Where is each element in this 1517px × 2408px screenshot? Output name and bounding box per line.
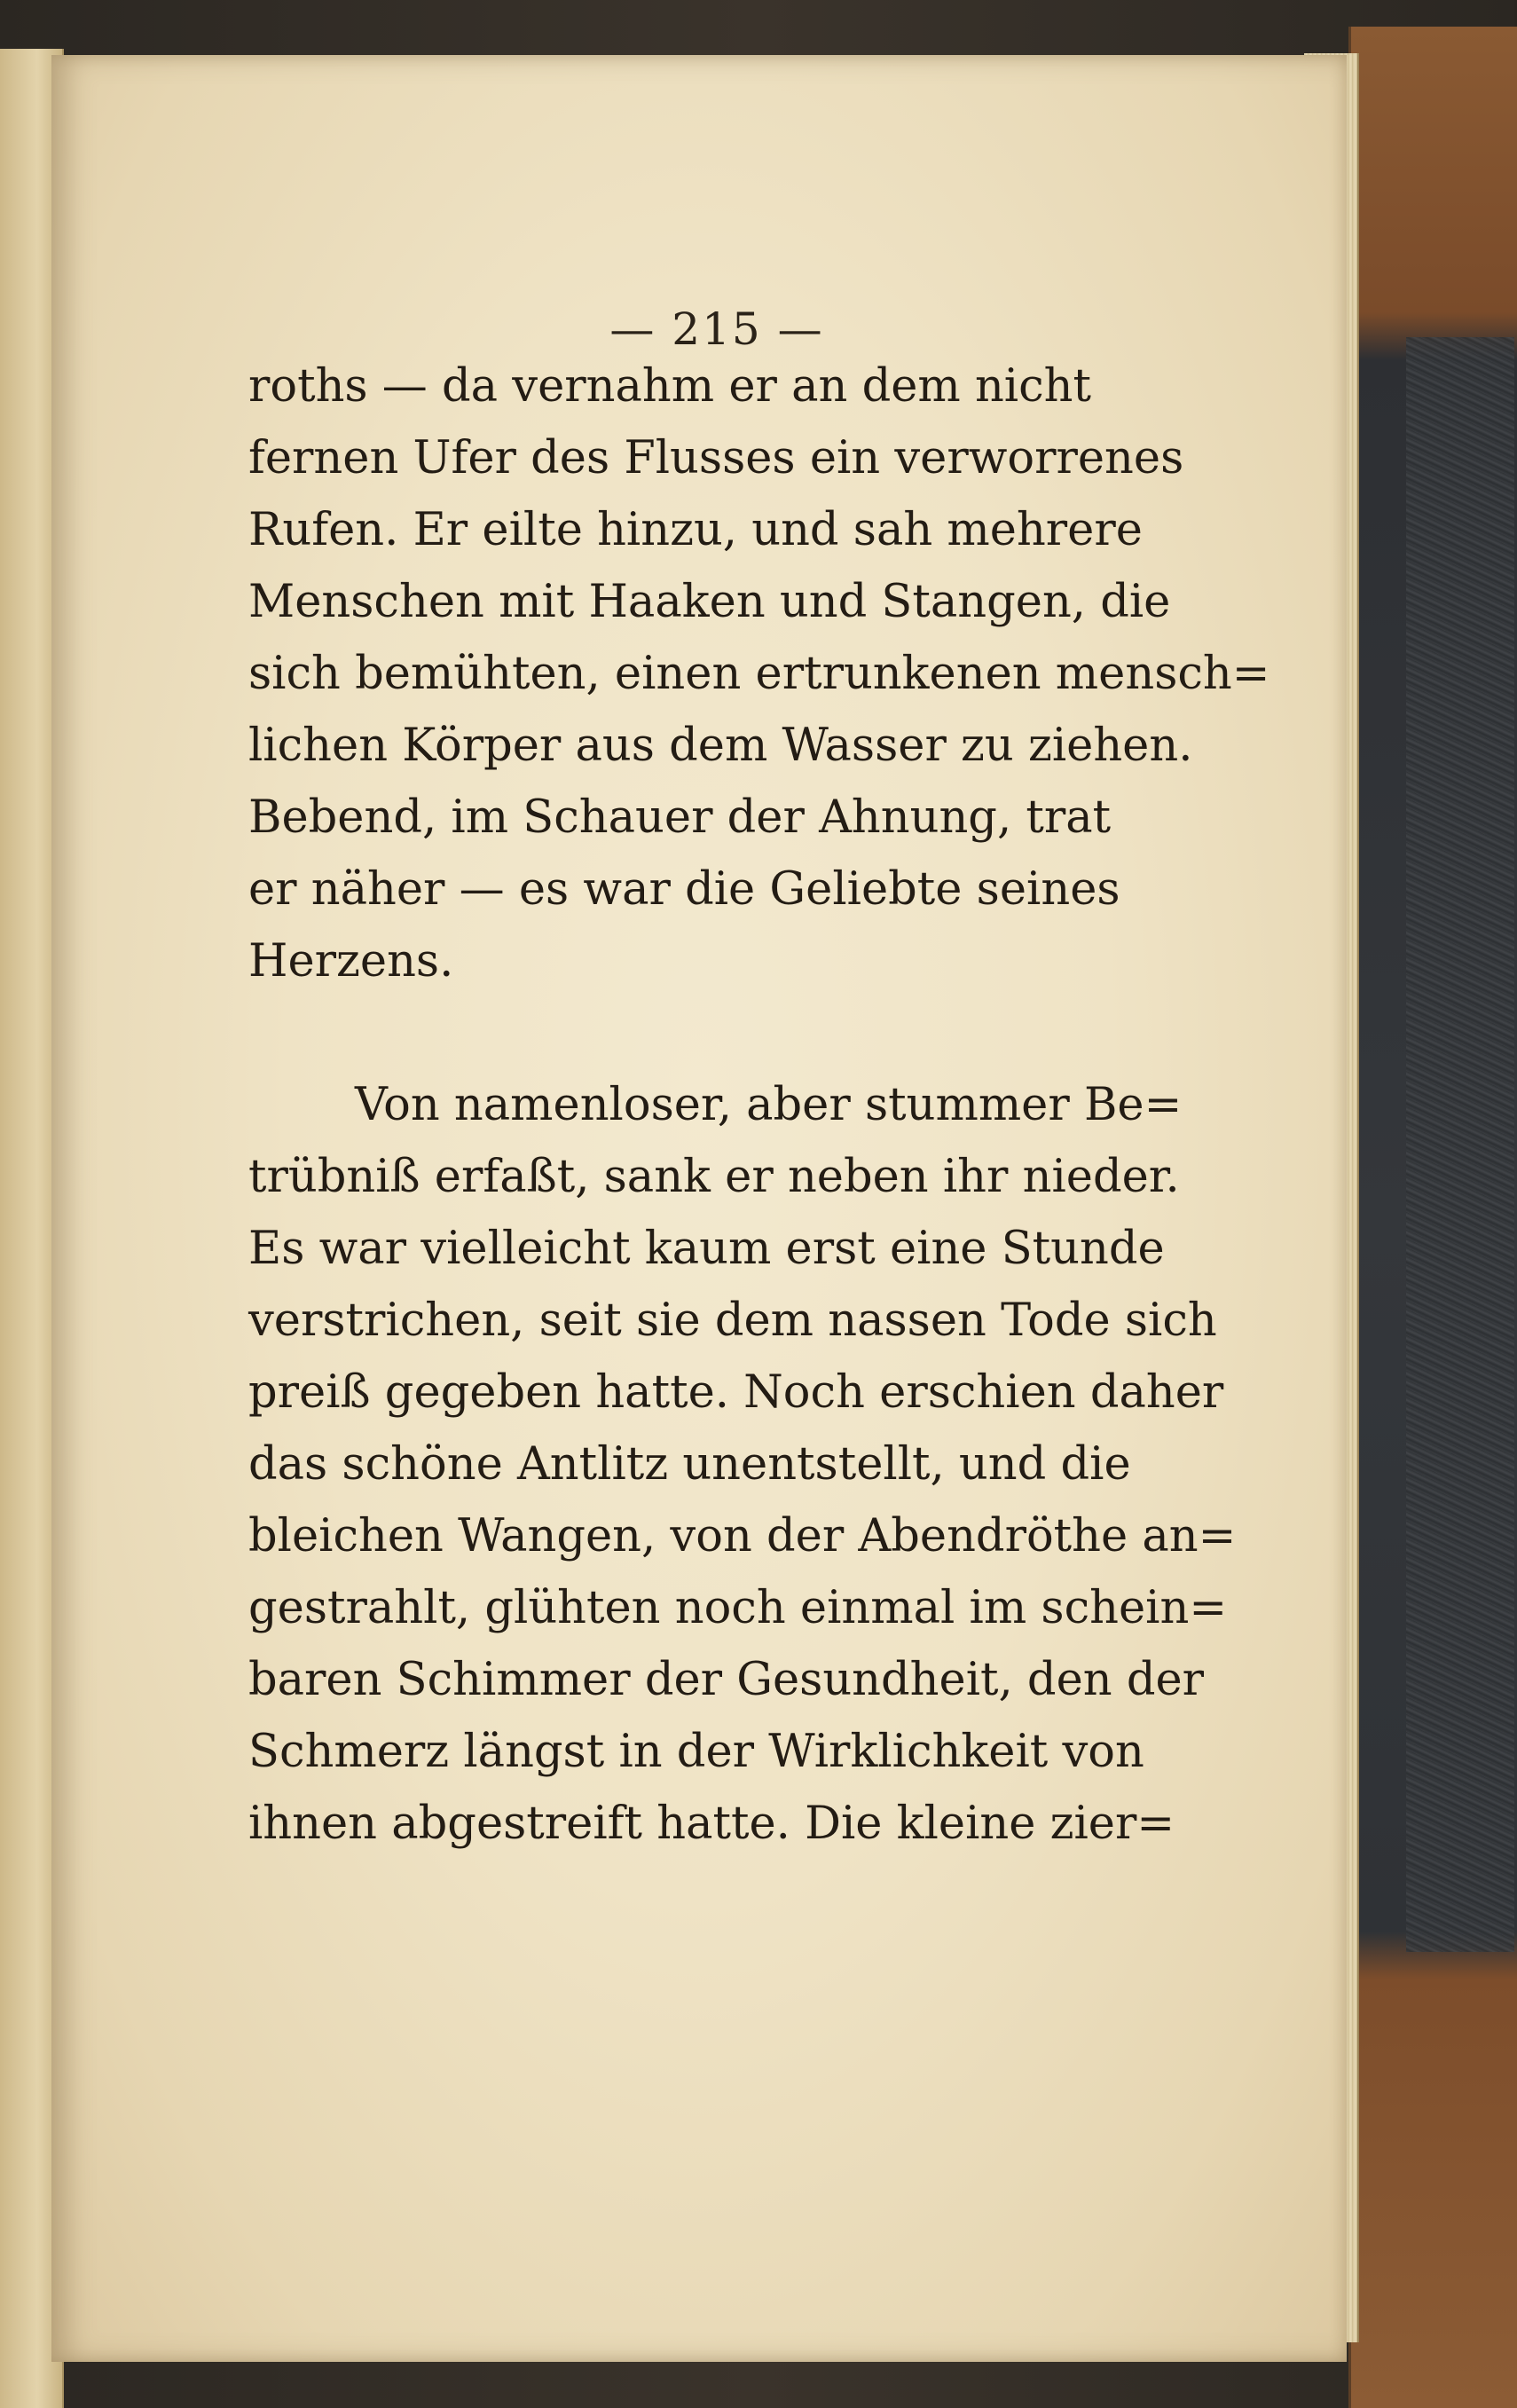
text-line: Von namenloser, aber stummer Be= [355,1079,1183,1131]
text-line: bleichen Wangen, von der Abendröthe an= [248,1510,1237,1562]
paragraph-break [248,997,1091,1069]
paragraph-2 [248,1069,1237,1860]
text-line: trübniß erfaßt, sank er neben ihr nieder. [248,1151,1180,1203]
text-line: ihnen abgestreift hatte. Die kleine zier= [248,1798,1175,1850]
text-line: sich bemühten, einen ertrunkenen mensch= [248,648,1270,700]
text-line: roths — da vernahm er an dem nicht [248,360,1092,413]
body-text [248,350,1270,1860]
text-line: gestrahlt, glühten noch einmal im schein= [248,1582,1228,1634]
cover-marbled-paper [1406,337,1514,1952]
text-line: Bebend, im Schauer der Ahnung, trat [248,791,1112,844]
text-line: fernen Ufer des Flusses ein verworrenes [248,432,1184,484]
text-line: Menschen mit Haaken und Stangen, die [248,576,1171,628]
text-line: Schmerz längst in der Wirklichkeit von [248,1726,1144,1778]
text-line: lichen Körper aus dem Wasser zu ziehen. [248,720,1193,772]
text-line: das schöne Antlitz unentstellt, und die [248,1438,1131,1491]
text-line: verstrichen, seit sie dem nassen Tode sich [248,1294,1217,1347]
text-line: Rufen. Er eilte hinzu, und sah mehrere [248,504,1143,556]
text-line: Herzens. [248,935,454,988]
text-line: baren Schimmer der Gesundheit, den der [248,1654,1205,1706]
paragraph-1 [248,350,1270,997]
text-line: Es war vielleicht kaum erst eine Stunde [248,1223,1165,1275]
text-line: er näher — es war die Geliebte seines [248,863,1120,916]
text-line: preiß gegeben hatte. Noch erschien daher [248,1366,1224,1419]
page-number-header: — 215 — [609,303,824,355]
